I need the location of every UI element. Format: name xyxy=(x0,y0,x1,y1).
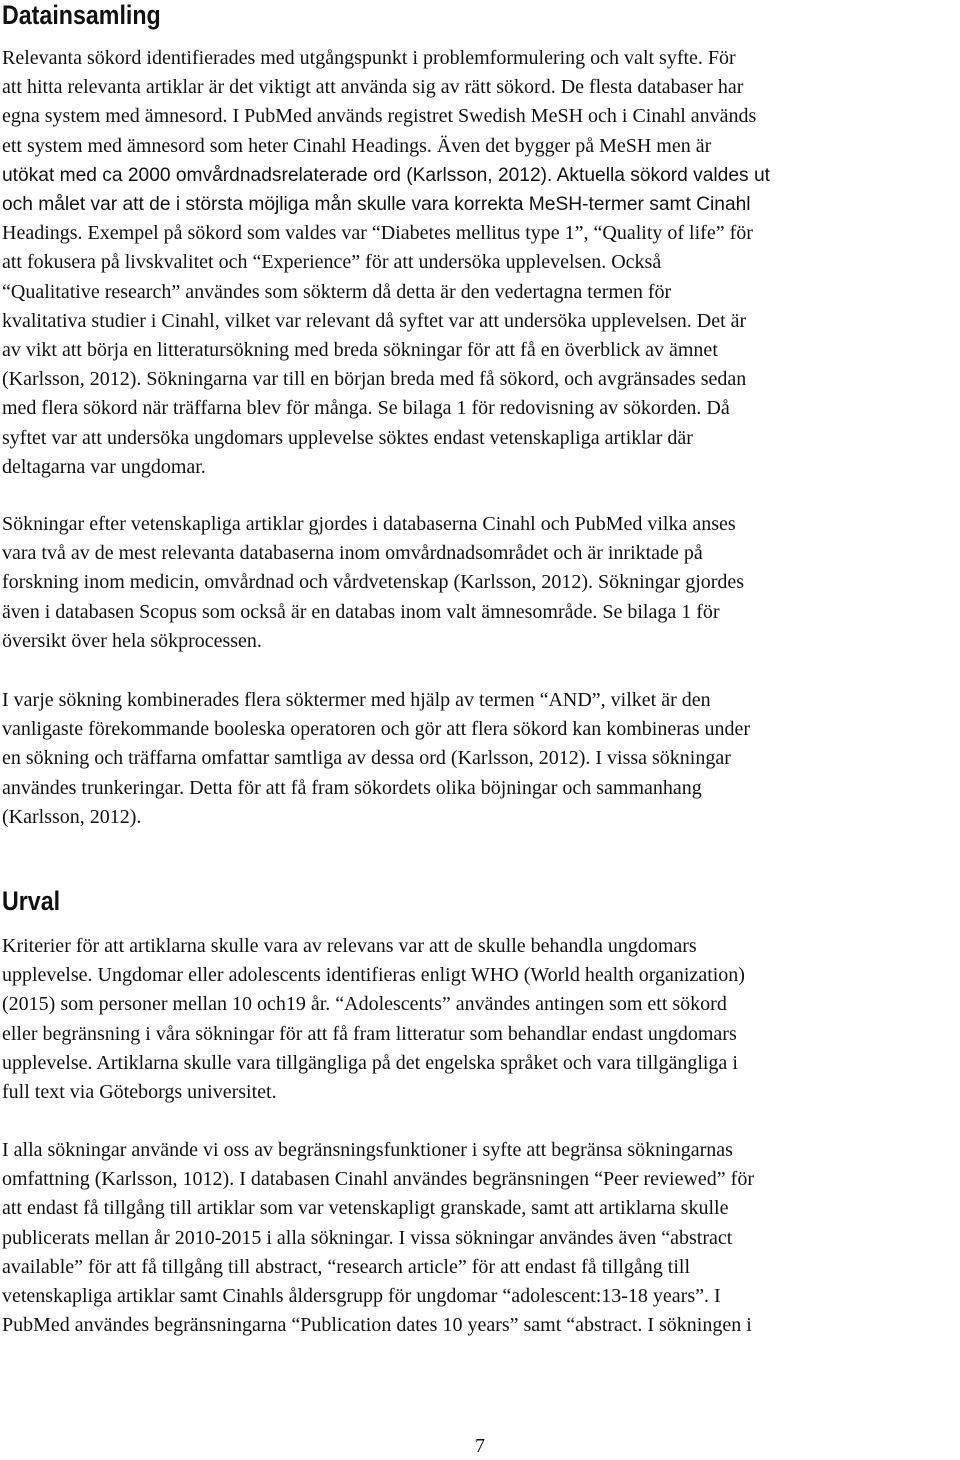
text-line: och målet var att de i största möjliga mån skulle vara korrekta MeSH-termer samt Cinahl xyxy=(2,194,751,216)
section-heading-datainsamling: Datainsamling xyxy=(2,0,161,30)
paragraph-datainsamling-3 xyxy=(2,686,950,832)
text-line: med flera sökord när träffarna blev för många. Se bilaga 1 för redovisning av sökorden. Då xyxy=(2,397,730,420)
text-line: egna system med ämnesord. I PubMed används registret Swedish MeSH och i Cinahl används xyxy=(2,105,757,128)
paragraph-datainsamling-2 xyxy=(2,510,950,656)
text-line: omfattning (Karlsson, 1012). I databasen Cinahl användes begränsningen “Peer reviewed” för xyxy=(2,1168,754,1191)
text-line: PubMed användes begränsningarna “Publication dates 10 years” samt “abstract. I sökningen i xyxy=(2,1314,752,1337)
text-line: syftet var att undersöka ungdomars upplevelse söktes endast vetenskapliga artiklar där xyxy=(2,426,693,449)
text-line: vanligaste förekommande booleska operatoren och gör att flera sökord kan kombineras under xyxy=(2,718,751,741)
text-line: I alla sökningar använde vi oss av begränsningsfunktioner i syfte att begränsa sökningarnas xyxy=(2,1139,733,1161)
text-line: utökat med ca 2000 omvårdnadsrelaterade ord (Karlsson, 2012). Aktuella sökord valdes ut xyxy=(2,164,770,186)
text-line: ett system med ämnesord som heter Cinahl Headings. Även det bygger på MeSH men är xyxy=(2,134,712,157)
text-line: att fokusera på livskvalitet och “Experience” för att undersöka upplevelsen. Också xyxy=(2,251,662,274)
text-line: full text via Göteborgs universitet. xyxy=(2,1081,277,1104)
text-line: att endast få tillgång till artiklar som var vetenskapligt granskade, samt att artiklarna skulle xyxy=(2,1197,729,1220)
paragraph-datainsamling-1 xyxy=(2,44,950,482)
text-line: upplevelse. Artiklarna skulle vara tillgängliga på det engelska språket och vara tillgängliga i xyxy=(2,1051,738,1074)
text-line: (Karlsson, 2012). Sökningarna var till en början breda med få sökord, och avgränsades sedan xyxy=(2,368,747,391)
text-line: (2015) som personer mellan 10 och19 år. “Adolescents” användes antingen som ett sökord xyxy=(2,993,727,1016)
paragraph-urval-2 xyxy=(2,1136,950,1340)
text-line: deltagarna var ungdomar. xyxy=(2,455,206,478)
text-line: available” för att få tillgång till abstract, “research article” för att endast få tillgång till xyxy=(2,1255,691,1278)
text-line: I varje sökning kombinerades flera söktermer med hjälp av termen “AND”, vilket är den xyxy=(2,689,711,711)
text-line: “Qualitative research” användes som sökterm då detta är den vedertagna termen för xyxy=(2,280,672,303)
text-line: upplevelse. Ungdomar eller adolescents identifieras enligt WHO (World health organization) xyxy=(2,964,745,987)
text-line: användes trunkeringar. Detta för att få fram sökordets olika böjningar och sammanhang xyxy=(2,776,702,799)
text-line: forskning inom medicin, omvårdnad och vårdvetenskap (Karlsson, 2012). Sökningar gjordes xyxy=(2,571,745,594)
text-line: vara två av de mest relevanta databaserna inom omvårdnadsområdet och är inriktade på xyxy=(2,542,703,565)
text-line: Relevanta sökord identifierades med utgångspunkt i problemformulering och valt syfte. För xyxy=(2,47,736,69)
text-line: översikt över hela sökprocessen. xyxy=(2,629,262,652)
section-heading-urval: Urval xyxy=(2,886,61,916)
text-line: (Karlsson, 2012). xyxy=(2,805,142,828)
text-line: även i databasen Scopus som också är en databas inom valt ämnesområde. Se bilaga 1 för xyxy=(2,600,720,623)
text-line: Kriterier för att artiklarna skulle vara av relevans var att de skulle behandla ungdomars xyxy=(2,935,697,957)
text-line: Headings. Exempel på sökord som valdes var “Diabetes mellitus type 1”, “Quality of life” för xyxy=(2,222,753,245)
text-line: kvalitativa studier i Cinahl, vilket var relevant då syftet var att undersöka upplevelsen. Det är xyxy=(2,309,747,332)
paragraph-urval-1 xyxy=(2,932,950,1107)
page-number: 7 xyxy=(475,1435,485,1457)
text-line: av vikt att börja en litteratursökning med breda sökningar för att få en överblick av ämnet xyxy=(2,339,718,362)
text-line: Sökningar efter vetenskapliga artiklar gjordes i databaserna Cinahl och PubMed vilka anses xyxy=(2,513,736,535)
text-line: vetenskapliga artiklar samt Cinahls åldersgrupp för ungdomar “adolescent:13-18 years”. I xyxy=(2,1285,721,1308)
text-line: publicerats mellan år 2010-2015 i alla sökningar. I vissa sökningar användes även “abstract xyxy=(2,1226,733,1249)
text-line: en sökning och träffarna omfattar samtliga av dessa ord (Karlsson, 2012). I vissa sökningar xyxy=(2,747,731,770)
text-line: att hitta relevanta artiklar är det viktigt att använda sig av rätt sökord. De flesta databaser har xyxy=(2,76,744,99)
text-line: eller begränsning i våra sökningar för att få fram litteratur som behandlar endast ungdomars xyxy=(2,1022,737,1045)
